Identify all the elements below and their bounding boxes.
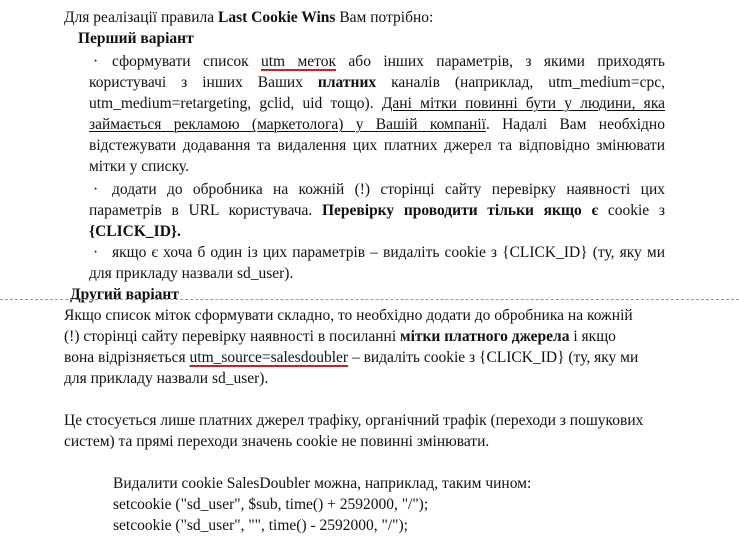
bullet1-line3: utm_medium=retargeting, gclid, uid тощо). Дані мітки повинні бути у людини, яка: [89, 95, 665, 112]
bullet3-line2: для прикладу назвали sd_user).: [89, 265, 294, 282]
bullet2-line3: {CLICK_ID}.: [89, 223, 181, 240]
variant2-heading: Другий варіант: [70, 286, 179, 303]
variant1-heading: Перший варіант: [78, 30, 194, 47]
variant2-p1-line4: для прикладу назвали sd_user).: [64, 370, 269, 387]
variant2-p1-line2: (!) сторінці сайту перевірку наявності в посиланні мітки платного джерела і якщо: [64, 328, 616, 345]
bullet1-line5: відстежувати додавання та видалення цих платних джерел та відповідно змінювати: [89, 137, 665, 154]
bullet-marker: ·: [93, 181, 99, 198]
bullet1-line2: користувачі з інших Ваших платних каналів (наприклад, utm_medium=cpc,: [89, 74, 665, 91]
bullet-marker: ·: [93, 53, 99, 70]
page-break-divider: [0, 299, 739, 300]
variant2-p1-line1: Якщо список міток сформувати складно, то необхідно додати до обробника на кожній: [64, 307, 633, 324]
bullet3-line1: якщо є хоча б один із цих параметрів – видаліть cookie з {CLICK_ID} (ту, яку ми: [112, 244, 665, 261]
bullet2-line1: додати до обробника на кожній (!) сторінці сайту перевірку наявності цих: [112, 181, 665, 198]
rule-name: Last Cookie Wins: [218, 9, 336, 26]
bullet1-line6: мітки у списку.: [89, 158, 189, 175]
variant2-p2-line2: систем) та прямі переходи значень cookie не повинні змінювати.: [64, 433, 490, 450]
intro-line: Для реалізації правила Last Cookie Wins Вам потрібно:: [64, 9, 434, 26]
code-intro: Видалити cookie SalesDoubler можна, наприклад, таким чином:: [113, 475, 532, 492]
bullet2-line2: параметрів в URL користувача. Перевірку проводити тільки якщо є cookie з: [89, 202, 665, 219]
utm-source-highlight: utm_source=salesdoubler: [189, 349, 349, 366]
variant2-p2-line1: Це стосується лише платних джерел трафіку, органічний трафік (переходи з пошукових: [64, 412, 644, 429]
code-line-1: setcookie ("sd_user", $sub, time() + 2592000, "/");: [113, 496, 429, 513]
bullet-marker: ·: [93, 244, 99, 261]
variant2-p1-line3: вона відрізняється utm_source=salesdoubler – видаліть cookie з {CLICK_ID} (ту, яку ми: [64, 349, 639, 366]
bullet1-line1: сформувати список utm меток або інших параметрів, з якими приходять: [112, 53, 665, 70]
bullet1-line4: займається рекламою (маркетолога) у Вашій компанії. Надалі Вам необхідно: [89, 116, 665, 133]
code-line-2: setcookie ("sd_user", "", time() - 2592000, "/");: [113, 517, 408, 534]
utm-marks-highlight: utm меток: [261, 53, 337, 70]
